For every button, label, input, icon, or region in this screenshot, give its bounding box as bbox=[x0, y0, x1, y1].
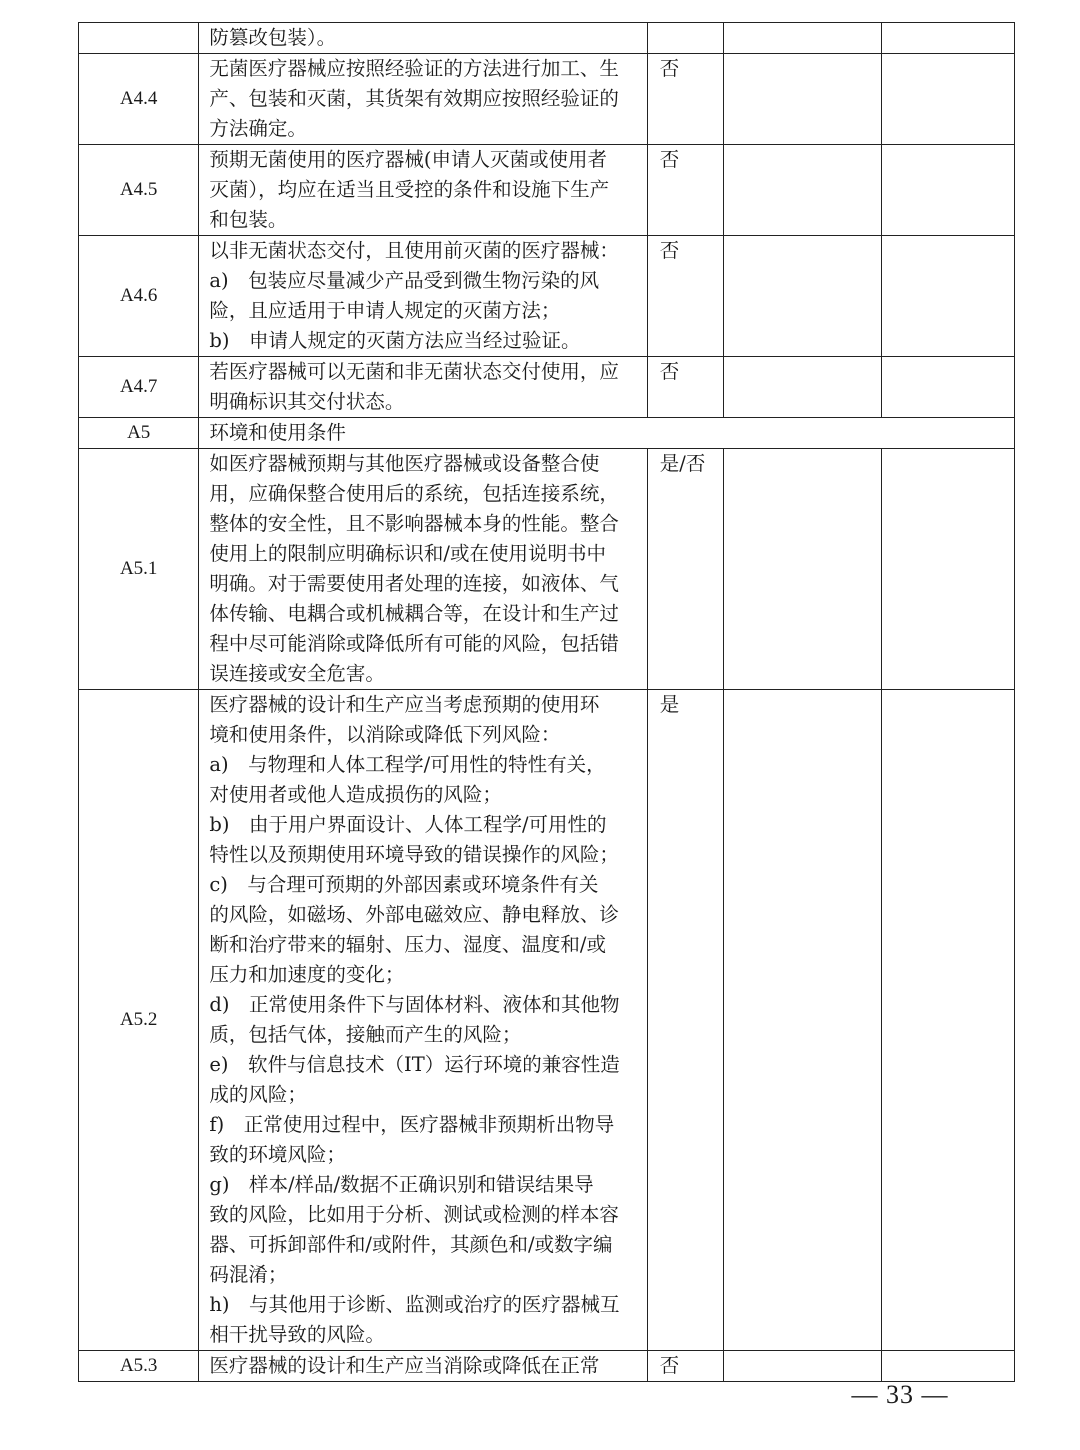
requirement-line: 明确标识其交付状态。 bbox=[209, 390, 405, 413]
clause-code: A4.4 bbox=[79, 54, 199, 145]
requirement-line: 无菌医疗器械应按照经验证的方法进行加工、生 bbox=[209, 57, 619, 80]
requirement-line: 致的风险，比如用于分析、测试或检测的样本容 bbox=[209, 1203, 619, 1226]
applicability-cell: 是 bbox=[647, 690, 723, 1351]
applicability-cell bbox=[647, 23, 723, 54]
requirement-line: c) 与合理可预期的外部因素或环境条件有关 bbox=[209, 873, 599, 896]
table-row bbox=[79, 54, 1015, 145]
requirement-line: 断和治疗带来的辐射、压力、湿度、温度和/或 bbox=[209, 933, 606, 956]
evidence-cell bbox=[724, 449, 882, 690]
remarks-cell bbox=[881, 1351, 1014, 1382]
applicability-cell: 否 bbox=[647, 54, 723, 145]
requirement-line: 医疗器械的设计和生产应当考虑预期的使用环 bbox=[209, 693, 600, 716]
table-row bbox=[79, 145, 1015, 236]
evidence-cell bbox=[724, 1351, 882, 1382]
remarks-cell bbox=[881, 23, 1014, 54]
requirement-line: a) 与物理和人体工程学/可用性的特性有关， bbox=[209, 753, 606, 776]
applicability-cell: 否 bbox=[647, 236, 723, 357]
requirement-line: a) 包装应尽量减少产品受到微生物污染的风 bbox=[209, 269, 600, 292]
applicability-cell: 否 bbox=[647, 145, 723, 236]
section-title bbox=[199, 418, 1015, 449]
requirement-line: 境和使用条件，以消除或降低下列风险： bbox=[209, 723, 561, 746]
requirement-line: 以非无菌状态交付，且使用前灭菌的医疗器械： bbox=[209, 239, 619, 262]
requirement-line: 的风险，如磁场、外部电磁效应、静电释放、诊 bbox=[209, 903, 619, 926]
clause-code: A4.5 bbox=[79, 145, 199, 236]
evidence-cell bbox=[724, 357, 882, 418]
table-body bbox=[79, 23, 1015, 1382]
clause-code: A5.3 bbox=[79, 1351, 199, 1382]
requirement-line: 整体的安全性，且不影响器械本身的性能。整合 bbox=[209, 512, 619, 535]
requirement-line: b) 申请人规定的灭菌方法应当经过验证。 bbox=[209, 329, 581, 352]
evidence-cell bbox=[724, 236, 882, 357]
remarks-cell bbox=[881, 54, 1014, 145]
clause-code: A5 bbox=[79, 418, 199, 449]
requirement-text bbox=[199, 145, 647, 236]
evidence-cell bbox=[724, 54, 882, 145]
table-row bbox=[79, 357, 1015, 418]
evidence-cell bbox=[724, 23, 882, 54]
requirement-text bbox=[199, 54, 647, 145]
remarks-cell bbox=[881, 690, 1014, 1351]
clause-code: A4.6 bbox=[79, 236, 199, 357]
remarks-cell bbox=[881, 145, 1014, 236]
requirement-line: 灭菌），均应在适当且受控的条件和设施下生产 bbox=[209, 178, 610, 201]
requirement-line: 对使用者或他人造成损伤的风险； bbox=[209, 783, 502, 806]
requirement-line: 码混淆； bbox=[209, 1263, 288, 1286]
requirement-line: h) 与其他用于诊断、监测或治疗的医疗器械互 bbox=[209, 1293, 620, 1316]
requirement-text bbox=[199, 236, 647, 357]
remarks-cell bbox=[881, 236, 1014, 357]
evidence-cell bbox=[724, 145, 882, 236]
requirement-line: 压力和加速度的变化； bbox=[209, 963, 405, 986]
table-row bbox=[79, 449, 1015, 690]
requirement-line: 致的环境风险； bbox=[209, 1143, 346, 1166]
requirement-line: 医疗器械的设计和生产应当消除或降低在正常 bbox=[209, 1354, 600, 1377]
clause-code: A5.2 bbox=[79, 690, 199, 1351]
requirement-line: e) 软件与信息技术（IT）运行环境的兼容性造 bbox=[209, 1053, 620, 1076]
requirement-line: f) 正常使用过程中，医疗器械非预期析出物导 bbox=[209, 1113, 615, 1136]
requirement-line: 防篡改包装）。 bbox=[209, 26, 337, 49]
requirement-line: b) 由于用户界面设计、人体工程学/可用性的 bbox=[209, 813, 607, 836]
requirement-line: 如医疗器械预期与其他医疗器械或设备整合使 bbox=[209, 452, 600, 475]
requirement-line: 成的风险； bbox=[209, 1083, 307, 1106]
clause-code: A5.1 bbox=[79, 449, 199, 690]
applicability-cell: 是/否 bbox=[647, 449, 723, 690]
table-row bbox=[79, 23, 1015, 54]
page-number: — 33 — bbox=[851, 1380, 949, 1409]
requirement-line: 用，应确保整合使用后的系统，包括连接系统， bbox=[209, 482, 619, 505]
requirement-line: 体传输、电耦合或机械耦合等，在设计和生产过 bbox=[209, 602, 619, 625]
requirement-line: 险，且应适用于申请人规定的灭菌方法； bbox=[209, 299, 561, 322]
requirement-line: g) 样本/样品/数据不正确识别和错误结果导 bbox=[209, 1173, 594, 1196]
requirement-text bbox=[199, 449, 647, 690]
requirement-line: 特性以及预期使用环境导致的错误操作的风险； bbox=[209, 843, 619, 866]
requirement-line: 器、可拆卸部件和/或附件，其颜色和/或数字编 bbox=[209, 1233, 613, 1256]
requirement-text bbox=[199, 357, 647, 418]
requirement-line: 产、包装和灭菌，其货架有效期应按照经验证的 bbox=[209, 87, 619, 110]
requirement-line: 使用上的限制应明确标识和/或在使用说明书中 bbox=[209, 542, 606, 565]
requirement-line: 质，包括气体，接触而产生的风险； bbox=[209, 1023, 522, 1046]
requirement-text bbox=[199, 690, 647, 1351]
remarks-cell bbox=[881, 449, 1014, 690]
requirement-line: 环境和使用条件 bbox=[209, 421, 346, 444]
requirement-line: 方法确定。 bbox=[209, 117, 307, 140]
clause-code bbox=[79, 23, 199, 54]
evidence-cell bbox=[724, 690, 882, 1351]
applicability-cell: 否 bbox=[647, 357, 723, 418]
remarks-cell bbox=[881, 357, 1014, 418]
requirement-line: 相干扰导致的风险。 bbox=[209, 1323, 385, 1346]
requirement-line: 和包装。 bbox=[209, 208, 288, 231]
section-row bbox=[79, 418, 1015, 449]
requirement-line: 明确。对于需要使用者处理的连接，如液体、气 bbox=[209, 572, 619, 595]
requirement-line: 误连接或安全危害。 bbox=[209, 662, 385, 685]
requirement-line: d) 正常使用条件下与固体材料、液体和其他物 bbox=[209, 993, 620, 1016]
requirement-text bbox=[199, 1351, 647, 1382]
requirements-table bbox=[78, 22, 1015, 1382]
applicability-cell: 否 bbox=[647, 1351, 723, 1382]
requirement-line: 若医疗器械可以无菌和非无菌状态交付使用，应 bbox=[209, 360, 619, 383]
table-row bbox=[79, 236, 1015, 357]
requirement-text bbox=[199, 23, 647, 54]
clause-code: A4.7 bbox=[79, 357, 199, 418]
requirement-line: 程中尽可能消除或降低所有可能的风险，包括错 bbox=[209, 632, 619, 655]
table-row bbox=[79, 690, 1015, 1351]
requirement-line: 预期无菌使用的医疗器械(申请人灭菌或使用者 bbox=[209, 148, 607, 171]
table-row bbox=[79, 1351, 1015, 1382]
